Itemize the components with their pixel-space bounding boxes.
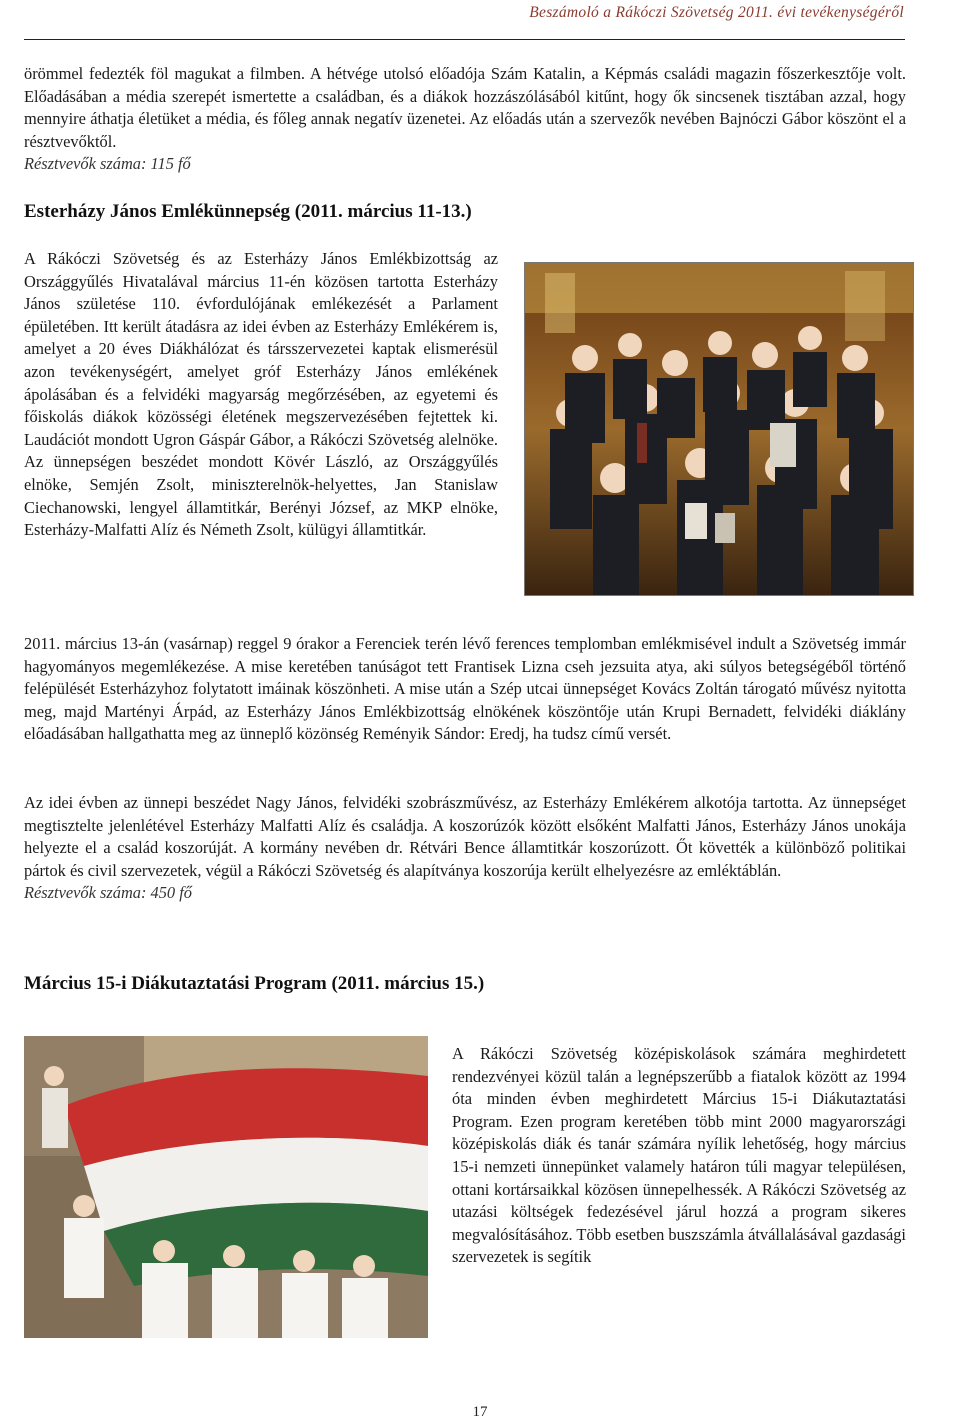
page-number: 17 — [472, 1404, 488, 1420]
flag-parade-photo — [24, 1036, 428, 1338]
section2-right-column — [452, 1043, 906, 1269]
section1-left-column — [24, 248, 498, 542]
section-heading-marcius15: Március 15-i Diákutaztatási Program (2011. március 15.) — [24, 973, 485, 994]
group-photo — [524, 262, 914, 596]
section1-paragraph-a: 2011. március 13-án (vasárnap) reggel 9 órakor a Ferenciek terén lévő ferences templomban emlékmisével indult a Szövetség immár hagyományos megemlékezése. A mise keretében tanúságot tett Frantisek Lizna cseh jezsuita atya, aki súlyos betegségéből történő felépülését Esterházyhoz folytatott imáinak köszönheti. A mise után a Szép utcai ünnepséget Kovács Zoltán tárogató művész nyitotta meg, majd Martényi Árpád, az Esterházy János Emlékbizottság elnökének köszöntője után Krupi Bernadett, felvidéki diáklány előadásában hallgathatta meg az ünneplő közönség Reményik Sándor: Eredj, ha tudsz című versét. — [24, 634, 906, 744]
section2-paragraph: A Rákóczi Szövetség középiskolások számára meghirdetett rendezvényei közül talán a legnépszerűbb a fiatalok között az 1994 óta minden évben meghirdetett Március 15-i Diákutaztatási Program. Ezen program keretében több mint 2000 magyarországi középiskolás diák és tanár számára nyílik lehetőség, hogy március 15-i nemzeti ünnepünket valamely határon túli magyar településen, ottani kortársaikkal közösen ünnepelhessék. A Rákóczi Szövetség az utazási költségek fedezésével járul hozzá a program sikeres megvalósításához. Több esetben buszszámla átvállalásával gazdasági szervezetek is segítik — [452, 1044, 906, 1267]
section-heading-esterhazy: Esterházy János Emlékünnepség (2011. március 11-13.) — [24, 201, 472, 222]
intro-paragraph: örömmel fedezték föl magukat a filmben. A hétvége utolsó előadója Szám Katalin, a Képmás családi magazin főszerkesztője volt. Előadásában a média szerepét ismertette a családban, és a diákok hozzászólásából kitűnt, hogy ők sincsenek tisztában azzal, hogy mennyire áthatja életüket a média, és főleg annak negatív üzenetei. Az előadás után a szervezők nevében Bajnóczi Gábor köszönt el a résztvevőktől. — [24, 64, 906, 151]
section1-participants: Résztvevők száma: 450 fő — [24, 883, 192, 903]
section1-paragraph-a-block — [24, 633, 906, 746]
intro-participants: Résztvevők száma: 115 fő — [24, 154, 191, 174]
section1-paragraph-b: Az idei évben az ünnepi beszédet Nagy János, felvidéki szobrászművész, az Esterházy Emlékérem alkotója tartotta. Az ünnepséget megtisztelte jelenlétével Esterházy Malfatti Alíz és családja. A koszorúzók között elsőként Malfatti János, Esterházy János unokája helyezte el a család koszorúját. A kormány nevében dr. Rétvári Bence államtitkár koszorúzott. Őt követték a különböző politikai pártok és civil szervezetek, végül a Rákóczi Szövetség és alapítványa koszorúja került elhelyezésre az emléktáblán. — [24, 793, 906, 880]
header-rule — [24, 39, 905, 40]
section1-left-paragraph: A Rákóczi Szövetség és az Esterházy János Emlékbizottság az Országgyűlés Hivatalával március 11-én közösen tartotta Esterházy János születése 110. évfordulójának emlékezését a Parlament épületében. Itt került átadásra az idei évben az Esterházy Emlékérem is, amelyet a 20 éves Diákhálózat és társszervezetei kaptak elismerésül azon tevékenységért, amelyet gróf Esterházy János emlékének ápolásában és a felvidéki magyarság megőrzésében, az egyetemi és főiskolás diákok közösségi életének megszervezésében fejtettek ki. Laudációt mondott Ugron Gáspár Gábor, a Rákóczi Szövetség alelnöke. Az ünnepségen beszédet mondott Kövér László, az Országgyűlés elnöke, Semjén Zsolt, miniszterelnök-helyettes, Jan Stanislaw Ciechanowski, lengyel államtitkár, Berényi József, az MKP elnöke, Esterházy-Malfatti Alíz és Németh Zsolt, külügyi államtitkár. — [24, 249, 498, 540]
intro-block — [24, 63, 906, 176]
group-photo-icon — [525, 263, 913, 595]
flag-parade-photo-icon — [24, 1036, 428, 1338]
section1-paragraph-b-block — [24, 792, 906, 905]
running-header: Beszámoló a Rákóczi Szövetség 2011. évi tevékenységéről — [529, 4, 904, 21]
